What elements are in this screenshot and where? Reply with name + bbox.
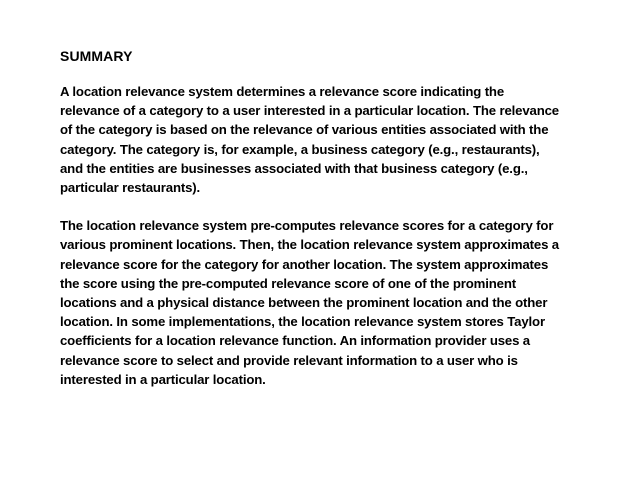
summary-paragraph-2: The location relevance system pre-computes relevance scores for a category for various prominent locations. Then, the location relevance system approximates a relevance score for the category for another location. The system approximates the score using the pre-computed relevance score of one of the prominent locations and a physical distance between the prominent location and the other location. In some implementations, the location relevance system stores Taylor coefficients for a location relevance function. An information provider uses a relevance score to select and provide relevant information to a user who is interested in a particular location. [60, 218, 559, 387]
summary-paragraph-1: A location relevance system determines a relevance score indicating the relevance of a category to a user interested in a particular location. The relevance of the category is based on the relevance of various entities associated with the category. The category is, for example, a business category (e.g., restaurants), and the entities are businesses associated with that business category (e.g., particular restaurants). [60, 84, 559, 196]
summary-heading: SUMMARY [60, 48, 133, 64]
summary-section [60, 48, 560, 389]
